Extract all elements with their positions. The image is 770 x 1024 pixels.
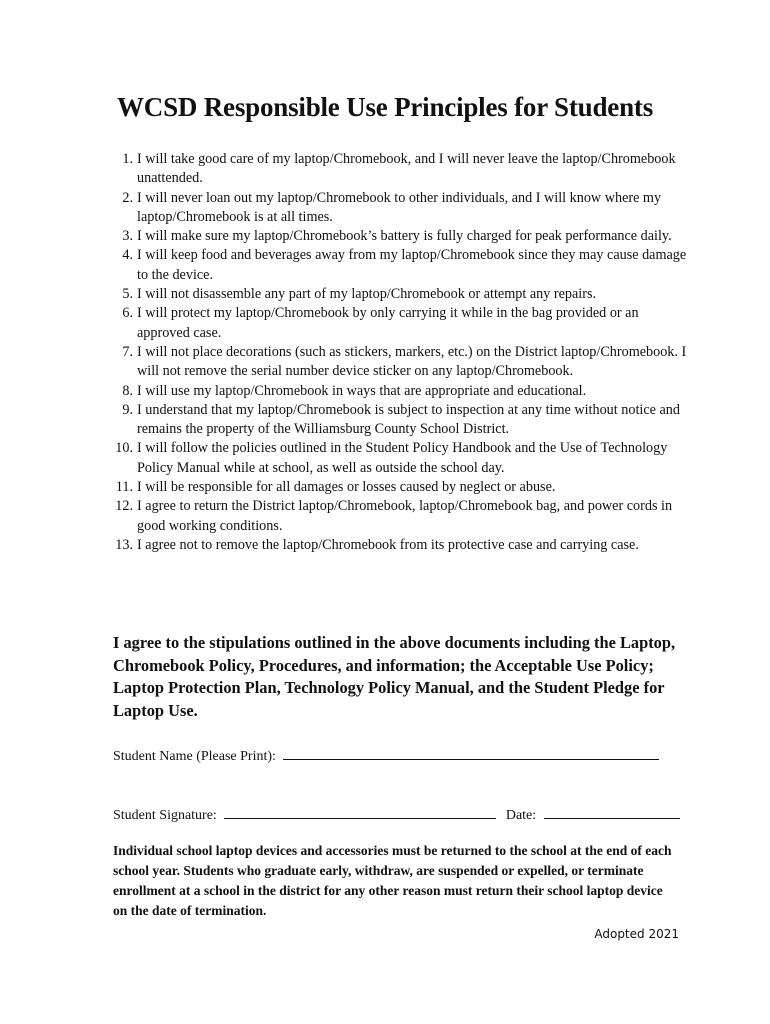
list-item-text: I will follow the policies outlined in the Student Policy Handbook and the Use of Technology Policy Manual while at school, as well as outside the school day. — [137, 440, 668, 476]
list-item-text: I will make sure my laptop/Chromebook’s battery is fully charged for peak performance daily. — [137, 228, 672, 245]
student-name-line[interactable] — [283, 745, 659, 760]
list-item-number: 1. — [122, 151, 133, 167]
list-item-text: I will not disassemble any part of my laptop/Chromebook or attempt any repairs. — [137, 286, 597, 303]
list-item-text: I will never loan out my laptop/Chromebook to other individuals, and I will know where my laptop/Chromebook is at all times. — [137, 189, 662, 225]
principles-list — [113, 150, 693, 555]
list-item-text: I will take good care of my laptop/Chromebook, and I will never leave the laptop/Chromebook unattended. — [137, 151, 676, 187]
list-item-number: 8. — [122, 382, 133, 399]
date-line[interactable] — [544, 804, 680, 819]
list-item-number: 7. — [122, 343, 133, 360]
list-item — [113, 478, 693, 497]
list-item — [113, 382, 693, 401]
list-item-text: I will protect my laptop/Chromebook by only carrying it while in the bag provided or an approved case. — [137, 305, 639, 341]
list-item-number: 9. — [122, 401, 133, 418]
list-item-text: I agree not to remove the laptop/Chromebook from its protective case and carrying case. — [137, 536, 639, 553]
list-item — [113, 304, 693, 343]
list-item — [113, 439, 693, 478]
list-item-text: I will be responsible for all damages or losses caused by neglect or abuse. — [137, 479, 556, 496]
list-item-number: 4. — [122, 247, 133, 264]
page-title: WCSD Responsible Use Principles for Students — [117, 92, 653, 122]
list-item-number: 13. — [115, 536, 133, 553]
list-item-number: 3. — [122, 228, 133, 245]
list-item-number: 12. — [115, 498, 133, 515]
return-notice: Individual school laptop devices and accessories must be returned to the school at the end of each school year. Students who graduate early, withdraw, are suspended or expelled, or terminate enrollment at a school in the district for any other reason must return their school laptop device on the date of termination. — [113, 843, 672, 918]
list-item-number: 11. — [115, 479, 133, 496]
list-item-number: 6. — [122, 305, 133, 322]
student-signature-line[interactable] — [224, 804, 496, 819]
student-name-field — [113, 745, 659, 765]
list-item-number: 5. — [122, 286, 133, 303]
list-item — [113, 285, 693, 304]
list-item-text: I understand that my laptop/Chromebook is subject to inspection at any time without notice and remains the property of the Williamsburg County School District. — [137, 401, 680, 438]
list-item — [113, 246, 693, 285]
list-item — [113, 189, 693, 228]
list-item-text: I agree to return the District laptop/Chromebook, laptop/Chromebook bag, and power cords in good working conditions. — [137, 498, 673, 534]
list-item-number: 2. — [122, 189, 133, 206]
signature-row — [113, 804, 680, 824]
list-item — [113, 227, 693, 246]
adopted-footer: Adopted 2021 — [594, 927, 679, 941]
list-item — [113, 536, 693, 555]
list-item-number: 10. — [115, 440, 133, 457]
list-item-text: I will keep food and beverages away from my laptop/Chromebook since they may cause damage to the device. — [137, 247, 687, 283]
date-label: Date: — [505, 808, 537, 823]
list-item-text: I will use my laptop/Chromebook in ways that are appropriate and educational. — [137, 382, 587, 399]
list-item — [113, 497, 693, 536]
agreement-statement: I agree to the stipulations outlined in the above documents including the Laptop, Chromebook Policy, Procedures, and information; the Acceptable Use Policy; Laptop Protection Plan, Technology Policy Manual, and the Student Pledge for Laptop Use. — [113, 633, 676, 720]
list-item — [113, 150, 693, 189]
list-item — [113, 343, 693, 382]
student-signature-label: Student Signature: — [113, 808, 217, 823]
list-item-text: I will not place decorations (such as stickers, markers, etc.) on the District laptop/Chromebook. I will not remove the serial number device sticker on any laptop/Chromebook. — [137, 343, 687, 380]
list-item — [113, 401, 693, 440]
student-name-label: Student Name (Please Print): — [113, 749, 276, 764]
